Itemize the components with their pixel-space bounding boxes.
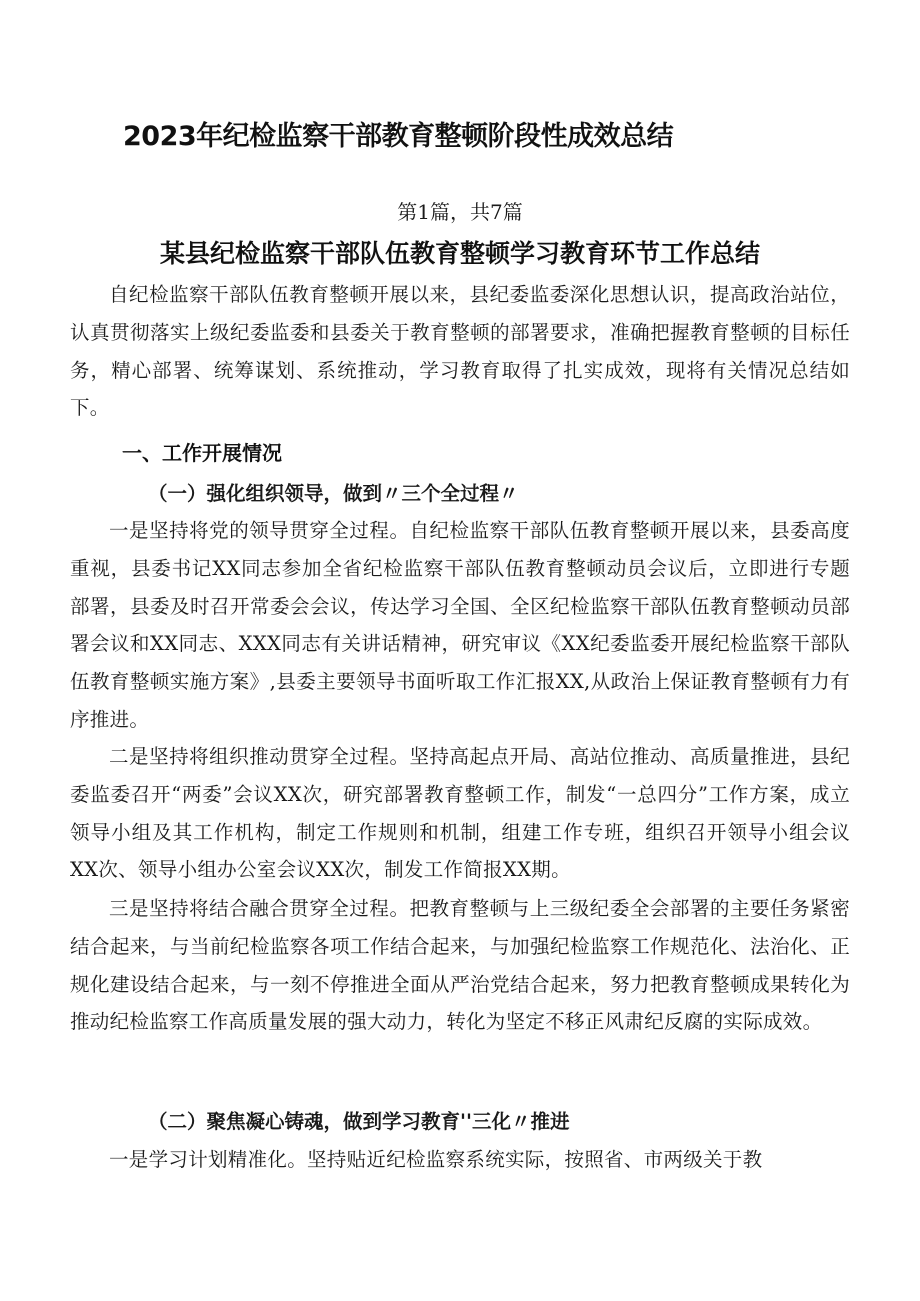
subheading-organization: （一）强化组织领导，做到〃三个全过程〃: [148, 482, 519, 505]
paragraph-study-plan: 一是学习计划精准化。坚持贴近纪检监察系统实际，按照省、市两级关于教: [109, 1148, 763, 1171]
paragraph-party-leadership: 一是坚持将党的领导贯穿全过程。自纪检监察干部队伍教育整顿开展以来，县委高度重视，县委书记XX同志参加全省纪检监察干部队伍教育整顿动员会议后，立即进行专题部署，县委及时召开常委会会议，传达学习全国、全区纪检监察干部队伍教育整顿动员部署会议和XX同志、XXX同志有关讲话精神，研究审议《XX纪委监委开展纪检监察干部队伍教育整顿实施方案》,县委主要领导书面听取工作汇报XX,从政治上保证教育整顿有力有序推进。: [70, 519, 850, 731]
section-title: 某县纪检监察干部队伍教育整顿学习教育环节工作总结: [159, 239, 760, 268]
document-title: 2023年纪检监察干部教育整顿阶段性成效总结: [123, 121, 674, 152]
subheading-study-education: （二）聚焦凝心铸魂，做到学习教育''三化〃推进: [148, 1110, 570, 1133]
intro-paragraph: 自纪检监察干部队伍教育整顿开展以来，县纪委监委深化思想认识，提高政治站位，认真贯彻落实上级纪委监委和县委关于教育整顿的部署要求，准确把握教育整顿的目标任务，精心部署、统筹谋划、系统推动，学习教育取得了扎实成效，现将有关情况总结如下。: [70, 283, 850, 420]
paragraph-integration: 三是坚持将结合融合贯穿全过程。把教育整顿与上三级纪委全会部署的主要任务紧密结合起来，与当前纪检监察各项工作结合起来，与加强纪检监察工作规范化、法治化、正规化建设结合起来，与一刻不停推进全面从严治党结合起来，努力把教育整顿成果转化为推动纪检监察工作高质量发展的强大动力，转化为坚定不移正风肃纪反腐的实际成效。: [70, 897, 850, 1034]
chapter-label: 第1篇，共7篇: [397, 200, 523, 224]
heading-work-status: 一、工作开展情况: [122, 441, 282, 465]
paragraph-organization-push: 二是坚持将组织推动贯穿全过程。坚持高起点开局、高站位推动、高质量推进，县纪委监委召开“两委”会议XX次，研究部署教育整顿工作，制发“一总四分”工作方案，成立领导小组及其工作机构，制定工作规则和机制，组建工作专班，组织召开领导小组会议XX次、领导小组办公室会议XX次，制发工作简报XX期。: [70, 745, 850, 882]
